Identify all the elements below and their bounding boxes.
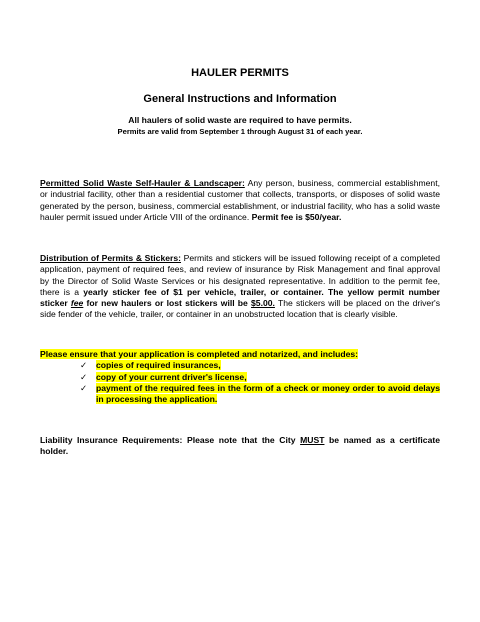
- checklist: [40, 360, 440, 405]
- checklist-item-license: ✓ copy of your current driver's license,: [80, 371, 247, 382]
- liability-text-1: Liability Insurance Requirements: Please note that the City: [40, 435, 301, 445]
- application-checklist-section: [40, 349, 440, 405]
- distribution-body-2: The stickers will be placed on the driver's side fender of the vehicle, trailer, or container in an unobstructed location that is clearly visible.: [40, 298, 440, 320]
- intro-line-1: All haulers of solid waste are required to have permits.: [128, 115, 352, 125]
- self-hauler-body: Any person, business, commercial establishment, or industrial facility, other than a residential customer that collects, transports, or disposes of solid waste generated by the person, business, commercial establishment, or industrial facility, who has a solid waste hauler permit issued under Article VIII of the ordinance.: [40, 178, 440, 222]
- yellow-sticker-text-b: for new haulers or lost stickers will be: [83, 298, 252, 309]
- liability-text-2: be named as a certificate holder.: [40, 435, 440, 457]
- checkmark-icon: ✓: [80, 382, 88, 393]
- liability-insurance-section: [40, 435, 440, 458]
- distribution-heading: Distribution of Permits & Stickers:: [40, 253, 181, 263]
- checklist-item-payment: ✓ payment of the required fees in the form of a check or money order to avoid delays in processing the application.: [80, 382, 440, 405]
- intro-block: [0, 115, 480, 137]
- distribution-section: [40, 253, 440, 321]
- checklist-heading: Please ensure that your application is completed and notarized, and includes:: [40, 349, 359, 359]
- checkmark-icon: ✓: [80, 371, 88, 382]
- checklist-item-insurance: ✓ copies of required insurances,: [80, 360, 221, 371]
- document-subtitle: General Instructions and Information: [143, 93, 337, 105]
- self-hauler-heading: Permitted Solid Waste Self-Hauler & Landscaper:: [40, 178, 245, 188]
- must-word: MUST: [300, 435, 325, 445]
- intro-line-2: Permits are valid from September 1 through August 31 of each year.: [117, 127, 363, 136]
- sticker-fee-text: yearly sticker fee of $1 per vehicle, trailer, or container.: [83, 286, 324, 297]
- document-title: HAULER PERMITS: [191, 67, 289, 79]
- fee-word: fee: [70, 298, 84, 309]
- checkmark-icon: ✓: [80, 360, 88, 371]
- permit-fee-text: Permit fee is $50/year.: [251, 211, 342, 222]
- distribution-body-1: Permits and stickers will be issued following receipt of a completed application, payment of required fees, and review of insurance by Risk Management and final approval by the Director of Solid Waste Services or his designated representative. In addition to the permit fee, there is a: [40, 253, 440, 297]
- sticker-price: $5.00.: [251, 298, 275, 309]
- yellow-sticker-text-a: The yellow permit number sticker: [40, 286, 441, 309]
- self-hauler-section: [40, 178, 440, 223]
